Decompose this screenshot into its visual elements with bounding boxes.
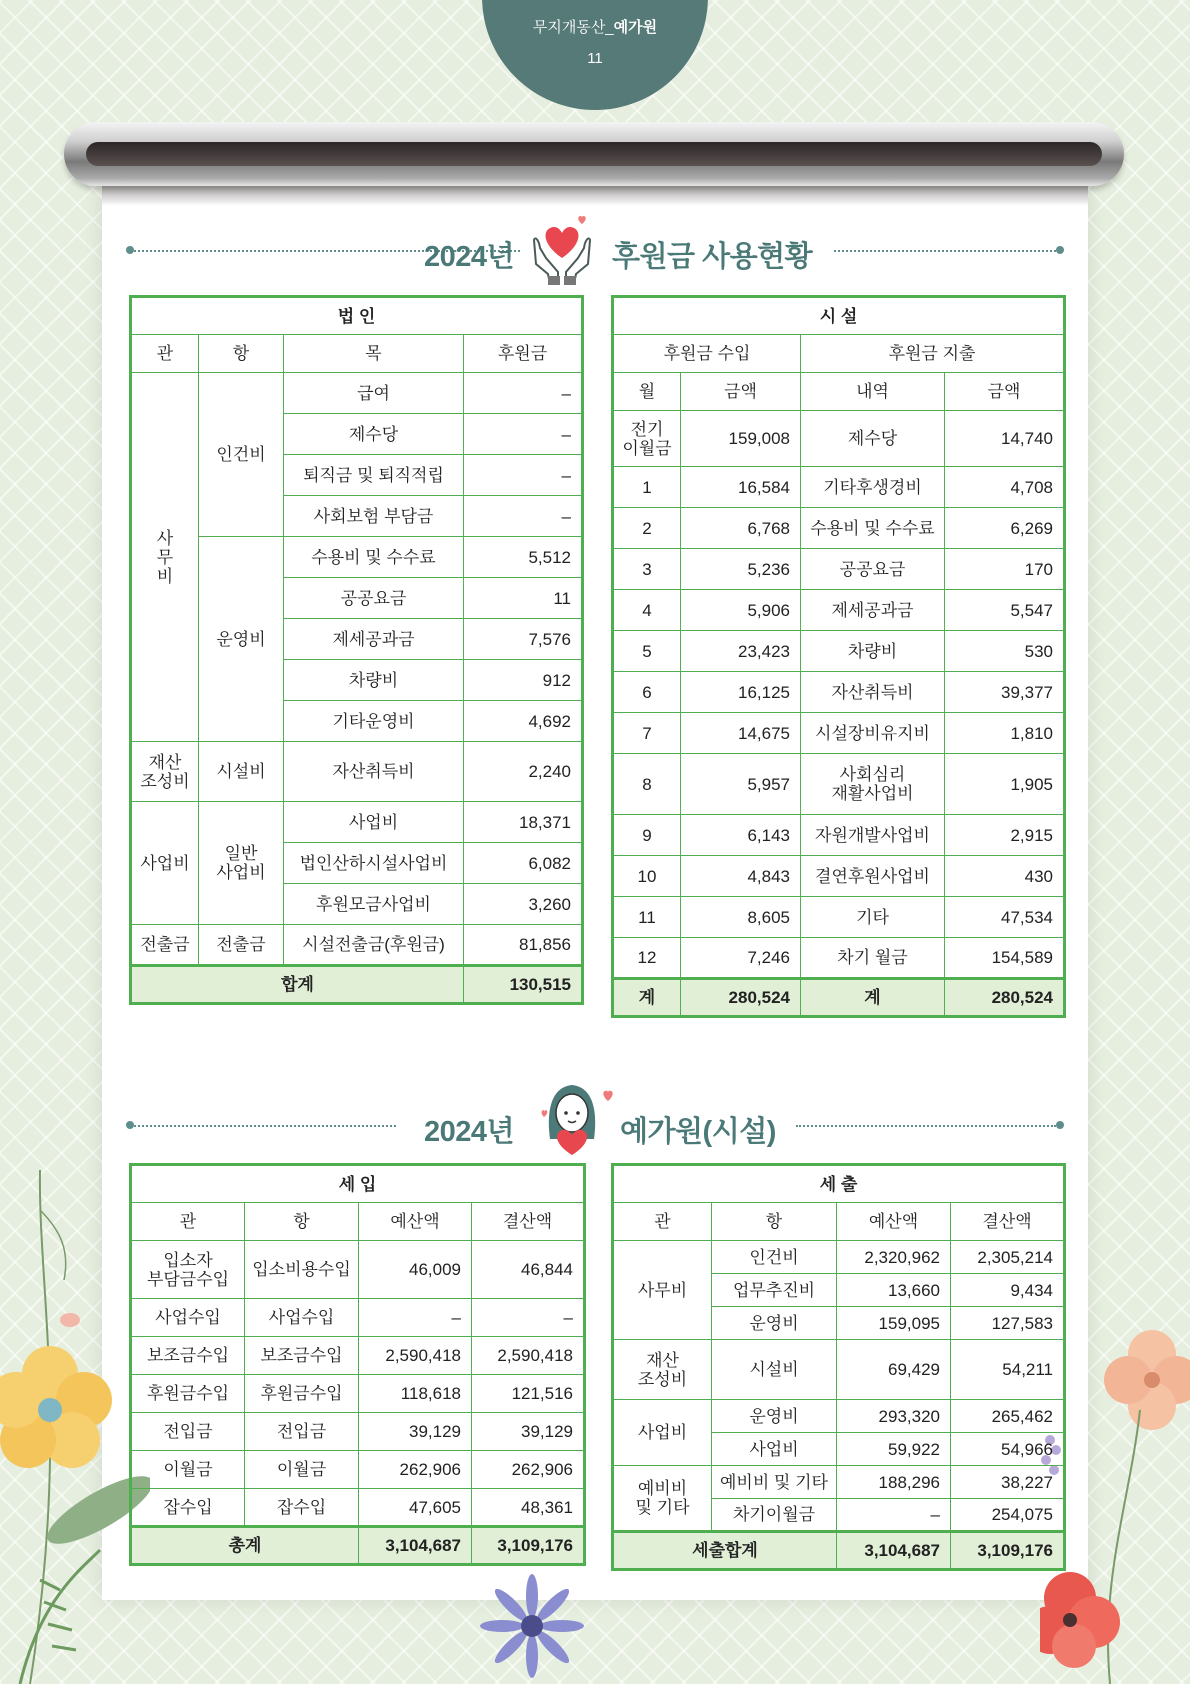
budget-cell: 39,129: [359, 1413, 472, 1451]
income-group-header: 후원금 수입: [613, 335, 801, 373]
mok-cell: 후원모금사업비: [284, 884, 464, 925]
budget-cell: 118,618: [359, 1375, 472, 1413]
title-dotted-line: [796, 1125, 1056, 1127]
expenditure-table: [611, 1163, 1066, 1571]
item-cell: 시설장비유지비: [801, 713, 945, 754]
revenue-table: [129, 1163, 586, 1566]
column-header: 예산액: [837, 1203, 951, 1241]
gwan-cell: 전입금: [131, 1413, 245, 1451]
month-cell: 12: [613, 938, 681, 979]
budget-cell: 69,429: [837, 1340, 951, 1400]
budget-cell: 46,009: [359, 1241, 472, 1299]
hang-cell: 이월금: [245, 1451, 359, 1489]
mok-cell: 법인산하시설사업비: [284, 843, 464, 884]
total-label: 계: [801, 979, 945, 1017]
income-cell: 23,423: [681, 631, 801, 672]
settle-cell: 54,211: [951, 1340, 1065, 1400]
column-header: 항: [199, 335, 284, 373]
amount-cell: 912: [464, 660, 583, 701]
settle-cell: 2,590,418: [472, 1337, 585, 1375]
expense-cell: 154,589: [945, 938, 1065, 979]
hang-cell: 차기이월금: [712, 1499, 837, 1532]
title-line-dot: [1056, 1121, 1064, 1129]
gwan-cell: 사무비: [613, 1241, 712, 1340]
income-cell: 5,236: [681, 549, 801, 590]
income-cell: 16,125: [681, 672, 801, 713]
settle-cell: 46,844: [472, 1241, 585, 1299]
section-title-donation-usage: [126, 222, 1064, 282]
total-expense: 280,524: [945, 979, 1065, 1017]
column-header: 금액: [681, 373, 801, 411]
table-title: 세 출: [613, 1165, 1065, 1203]
gwan-cell: 전출금: [131, 925, 199, 966]
gwan-cell: 후원금수입: [131, 1375, 245, 1413]
budget-cell: 47,605: [359, 1489, 472, 1527]
flower-decoration-left-icon: [0, 1170, 150, 1684]
hang-cell: 업무추진비: [712, 1274, 837, 1307]
budget-cell: 59,922: [837, 1433, 951, 1466]
item-cell: 자산취득비: [801, 672, 945, 713]
month-cell: 4: [613, 590, 681, 631]
mok-cell: 기타운영비: [284, 701, 464, 742]
amount-cell: 18,371: [464, 802, 583, 843]
settle-cell: 2,305,214: [951, 1241, 1065, 1274]
budget-cell: –: [359, 1299, 472, 1337]
item-cell: 제수당: [801, 411, 945, 467]
brand-name: 예가원: [613, 19, 658, 36]
gwan-cell: 입소자 부담금수입: [131, 1241, 245, 1299]
budget-cell: 2,590,418: [359, 1337, 472, 1375]
expense-cell: 530: [945, 631, 1065, 672]
item-cell: 공공요금: [801, 549, 945, 590]
hang-cell: 예비비 및 기타: [712, 1466, 837, 1499]
month-cell: 5: [613, 631, 681, 672]
settle-cell: 38,227: [951, 1466, 1065, 1499]
flower-decoration-bottom-icon: [470, 1570, 600, 1684]
gwan-cell: 사업수입: [131, 1299, 245, 1337]
mok-cell: 퇴직금 및 퇴직적립: [284, 455, 464, 496]
month-cell: 1: [613, 467, 681, 508]
column-header: 내역: [801, 373, 945, 411]
amount-cell: 2,240: [464, 742, 583, 802]
expense-cell: 170: [945, 549, 1065, 590]
item-cell: 차기 월금: [801, 938, 945, 979]
hang-cell: 보조금수입: [245, 1337, 359, 1375]
mok-cell: 제수당: [284, 414, 464, 455]
expense-cell: 14,740: [945, 411, 1065, 467]
gwan-cell: 사업비: [613, 1400, 712, 1466]
amount-cell: –: [464, 455, 583, 496]
total-label: 세출합계: [613, 1532, 837, 1570]
table-title: 법 인: [131, 297, 583, 335]
hang-cell: 전출금: [199, 925, 284, 966]
gwan-cell: 잡수입: [131, 1489, 245, 1527]
hands-heart-icon: [530, 214, 594, 286]
income-cell: 8,605: [681, 897, 801, 938]
total-amount: 130,515: [464, 966, 583, 1004]
amount-cell: 11: [464, 578, 583, 619]
hang-cell: 인건비: [199, 373, 284, 537]
expense-cell: 47,534: [945, 897, 1065, 938]
amount-cell: 7,576: [464, 619, 583, 660]
month-cell: 3: [613, 549, 681, 590]
corp-donation-table: [129, 295, 584, 1005]
mok-cell: 사업비: [284, 802, 464, 843]
scroll-roller-slot: [86, 142, 1102, 166]
title-line-dot: [1056, 246, 1064, 254]
budget-cell: 2,320,962: [837, 1241, 951, 1274]
gwan-cell: 재산 조성비: [131, 742, 199, 802]
income-cell: 14,675: [681, 713, 801, 754]
column-header: 예산액: [359, 1203, 472, 1241]
title-dotted-line: [834, 250, 1056, 252]
amount-cell: 3,260: [464, 884, 583, 925]
gwan-cell: 사 무 비: [131, 373, 199, 742]
item-cell: 기타후생경비: [801, 467, 945, 508]
hang-cell: 운영비: [712, 1400, 837, 1433]
budget-cell: 159,095: [837, 1307, 951, 1340]
hang-cell: 운영비: [712, 1307, 837, 1340]
settle-cell: 265,462: [951, 1400, 1065, 1433]
month-cell: 11: [613, 897, 681, 938]
settle-cell: 127,583: [951, 1307, 1065, 1340]
title-line-dot: [126, 1121, 134, 1129]
hang-cell: 시설비: [199, 742, 284, 802]
expense-cell: 5,547: [945, 590, 1065, 631]
table-title: 세 입: [131, 1165, 585, 1203]
settle-cell: 9,434: [951, 1274, 1065, 1307]
expense-cell: 39,377: [945, 672, 1065, 713]
amount-cell: –: [464, 414, 583, 455]
brand-title: [482, 16, 708, 37]
brand-prefix: 무지개동산_: [532, 19, 614, 36]
item-cell: 사회심리 재활사업비: [801, 754, 945, 815]
hang-cell: 운영비: [199, 537, 284, 742]
item-cell: 제세공과금: [801, 590, 945, 631]
item-cell: 결연후원사업비: [801, 856, 945, 897]
budget-cell: 188,296: [837, 1466, 951, 1499]
hang-cell: 사업비: [712, 1433, 837, 1466]
gwan-cell: 보조금수입: [131, 1337, 245, 1375]
item-cell: 차량비: [801, 631, 945, 672]
item-cell: 수용비 및 수수료: [801, 508, 945, 549]
gwan-cell: 예비비 및 기타: [613, 1466, 712, 1532]
expense-cell: 6,269: [945, 508, 1065, 549]
hang-cell: 시설비: [712, 1340, 837, 1400]
item-cell: 기타: [801, 897, 945, 938]
amount-cell: –: [464, 373, 583, 414]
total-budget: 3,104,687: [837, 1532, 951, 1570]
mok-cell: 자산취득비: [284, 742, 464, 802]
amount-cell: 6,082: [464, 843, 583, 884]
mok-cell: 시설전출금(후원금): [284, 925, 464, 966]
month-cell: 8: [613, 754, 681, 815]
column-header: 금액: [945, 373, 1065, 411]
month-cell: 10: [613, 856, 681, 897]
column-header: 목: [284, 335, 464, 373]
total-income: 280,524: [681, 979, 801, 1017]
hang-cell: 후원금수입: [245, 1375, 359, 1413]
month-cell: 2: [613, 508, 681, 549]
budget-cell: 13,660: [837, 1274, 951, 1307]
month-cell: 7: [613, 713, 681, 754]
gwan-cell: 이월금: [131, 1451, 245, 1489]
expense-group-header: 후원금 지출: [801, 335, 1065, 373]
section-title-facility-budget: [126, 1097, 1064, 1157]
month-cell: 전기 이월금: [613, 411, 681, 467]
month-cell: 6: [613, 672, 681, 713]
income-cell: 5,957: [681, 754, 801, 815]
total-label: 합계: [131, 966, 464, 1004]
income-cell: 4,843: [681, 856, 801, 897]
mok-cell: 사회보험 부담금: [284, 496, 464, 537]
hang-cell: 전입금: [245, 1413, 359, 1451]
girl-heart-icon: [538, 1079, 620, 1157]
title-line-dot: [126, 246, 134, 254]
hang-cell: 입소비용수입: [245, 1241, 359, 1299]
settle-cell: 48,361: [472, 1489, 585, 1527]
amount-cell: 81,856: [464, 925, 583, 966]
expense-cell: 4,708: [945, 467, 1065, 508]
expense-cell: 2,915: [945, 815, 1065, 856]
expense-cell: 430: [945, 856, 1065, 897]
hang-cell: 사업수입: [245, 1299, 359, 1337]
total-settle: 3,109,176: [472, 1527, 585, 1565]
column-header: 관: [131, 1203, 245, 1241]
income-cell: 6,768: [681, 508, 801, 549]
section-title: 예가원(시설): [620, 1116, 776, 1148]
total-label: 총계: [131, 1527, 359, 1565]
mok-cell: 제세공과금: [284, 619, 464, 660]
settle-cell: 121,516: [472, 1375, 585, 1413]
income-cell: 5,906: [681, 590, 801, 631]
budget-cell: 293,320: [837, 1400, 951, 1433]
total-budget: 3,104,687: [359, 1527, 472, 1565]
income-cell: 6,143: [681, 815, 801, 856]
month-cell: 9: [613, 815, 681, 856]
facility-donation-table: [611, 295, 1066, 1018]
section-year: 2024년: [424, 241, 515, 273]
budget-cell: 262,906: [359, 1451, 472, 1489]
settle-cell: 262,906: [472, 1451, 585, 1489]
page-header-tab: [482, 0, 708, 110]
title-dotted-line: [134, 1125, 396, 1127]
table-title: 시 설: [613, 297, 1065, 335]
mok-cell: 수용비 및 수수료: [284, 537, 464, 578]
column-header: 항: [712, 1203, 837, 1241]
item-cell: 자원개발사업비: [801, 815, 945, 856]
expense-cell: 1,905: [945, 754, 1065, 815]
income-cell: 7,246: [681, 938, 801, 979]
column-header: 후원금: [464, 335, 583, 373]
gwan-cell: 재산 조성비: [613, 1340, 712, 1400]
expense-cell: 1,810: [945, 713, 1065, 754]
column-header: 결산액: [951, 1203, 1065, 1241]
hang-cell: 잡수입: [245, 1489, 359, 1527]
hang-cell: 인건비: [712, 1241, 837, 1274]
total-label: 계: [613, 979, 681, 1017]
settle-cell: –: [472, 1299, 585, 1337]
page-number: 11: [587, 50, 603, 67]
column-header: 결산액: [472, 1203, 585, 1241]
column-header: 관: [131, 335, 199, 373]
gwan-cell: 사업비: [131, 802, 199, 925]
income-cell: 16,584: [681, 467, 801, 508]
settle-cell: 254,075: [951, 1499, 1065, 1532]
hang-cell: 일반 사업비: [199, 802, 284, 925]
amount-cell: –: [464, 496, 583, 537]
section-year: 2024년: [424, 1116, 515, 1148]
mok-cell: 공공요금: [284, 578, 464, 619]
mok-cell: 급여: [284, 373, 464, 414]
total-settle: 3,109,176: [951, 1532, 1065, 1570]
amount-cell: 4,692: [464, 701, 583, 742]
column-header: 관: [613, 1203, 712, 1241]
section-title: 후원금 사용현황: [612, 241, 813, 273]
amount-cell: 5,512: [464, 537, 583, 578]
settle-cell: 39,129: [472, 1413, 585, 1451]
mok-cell: 차량비: [284, 660, 464, 701]
income-cell: 159,008: [681, 411, 801, 467]
column-header: 월: [613, 373, 681, 411]
budget-cell: –: [837, 1499, 951, 1532]
column-header: 항: [245, 1203, 359, 1241]
settle-cell: 54,966: [951, 1433, 1065, 1466]
